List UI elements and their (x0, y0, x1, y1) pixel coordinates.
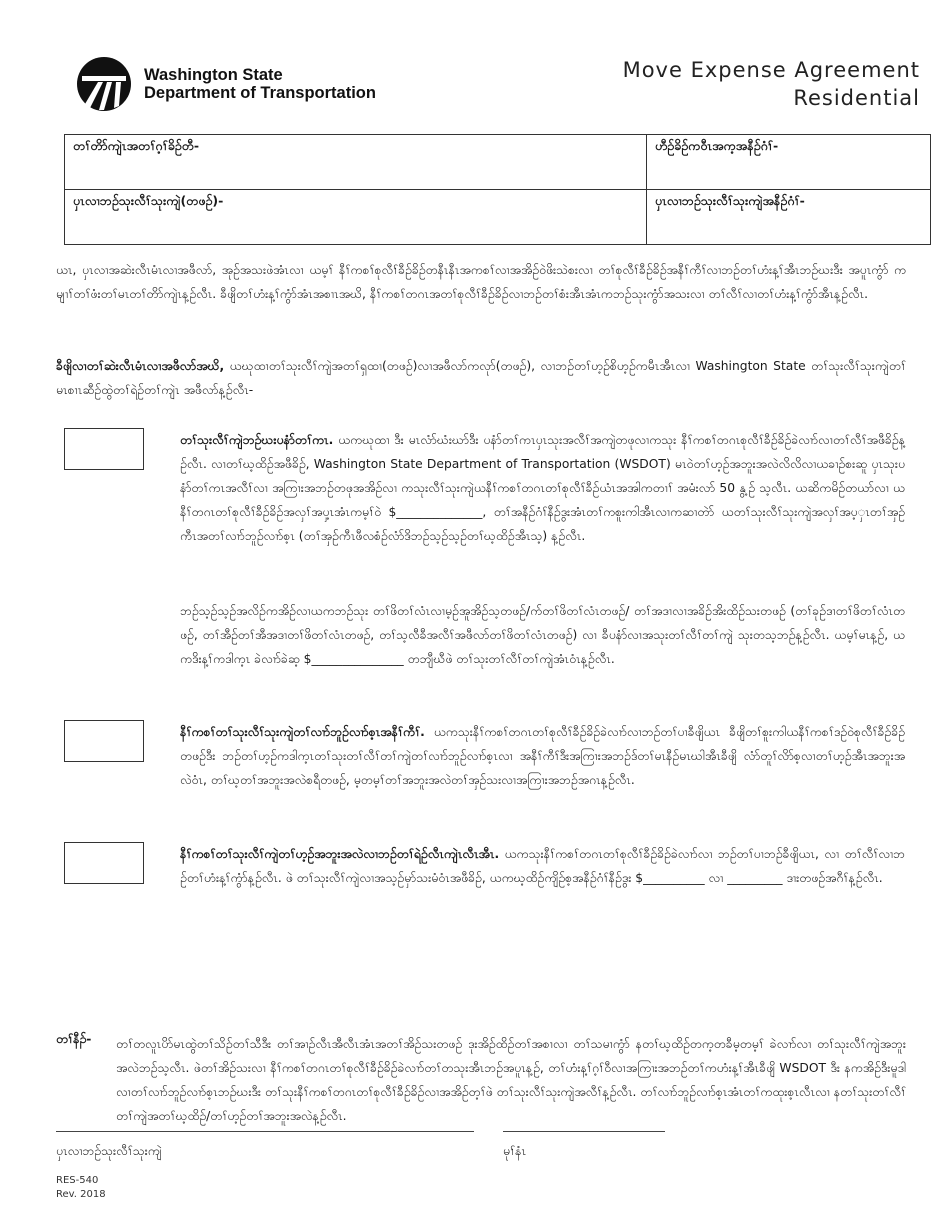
org-name-line1: Washington State (144, 66, 283, 84)
option3-text: ယကသုးနီၢ်ကစၢ်တဂၤတၢ်စုလီၢ်ခီဉ်ခိဉ်ခဲလၢာ်လၢ ဘဉ်တၢ်ပၢဘဉ်ခီဖျိယၤ, လၢ တၢ်လီၢ်လၢဘဉ်တၢ်ဟံးန့ၢ်ကွံာ်န့ဉ်လီၤ. ဖဲ တၢ်သုးလီၢ်ကျဲလၢအသ့ဉ်မှာ်သးမံဝံၤအဖီခိဉ်, ယကဃ့ထိဉ်ကျိဉ်စ့အနီဉ်ဂံၢ်နီဉ်ဒွး $__________ လၢ _________ ဒၢးတဖဉ်အဂီၢ်န့ဉ်လီၤ. (180, 847, 905, 885)
option1-checkbox[interactable] (64, 428, 144, 470)
option2-text: ယကသုးနီၢ်ကစၢ်တဂၤတၢ်စုလီၢ်ခီဉ်ခိဉ်ခဲလၢာ်လၢဘဉ်တၢ်ပၢခီဖျိယၤ ခီဖျိတၢ်စူးကါယနီၢ်ကစၢ်ဒဉ်ဝဲစုလီၢ်ခီဉ်ခိဉ်တဖဉ်ဒီး ဘဉ်တၢ်ဟ့ဉ်ကဒါက့ၤတၢ်သုးတၢ်လီၢ်တၢ်ကျဲတၢ်လၢာ်ဘူဉ်လၢာ်စ့ၤလၢ အနီၢ်ကီၢ်ဒီးအကြၢးအဘဉ်ဒ်တၢ်မၤနီဉ်မၤဃါအီၤခီဖျိ လံာ်တူၢ်လိာ်စ့လၢတၢ်ဟ့ဉ်အီၤအဘူးအလဲဝံၤ, တၢ်ဃ့တၢ်အဘူးအလဲစရီတဖဉ်, မ့တမ့ၢ်တၢ်အဘူးအလဲတၢ်အှဉ်သးလၢအကြၢးအဘဉ်အဂၤန့ဉ်လီၤ. (180, 725, 905, 787)
wsdot-logo (76, 56, 376, 112)
choose-text: ယဃုထၢတၢ်သုးလီၢ်ကျဲအတၢ်ရှထၢ(တဖဉ်)လၢအဖီလာ်ကလုာ်(တဖဉ်), လၢဘဉ်တၢ်ဟ့ဉ်စိဟ့ဉ်ကမီၤအီၤလၢ Washington State တၢ်သုးလီၢ်သုးကျဲတၢ်မၤစၢၤဆီဉ်ထွဲတၢ်ရဲဉ်တၢ်ကျဲၤ အဖီလာ်န့ဉ်လီၤ- (56, 359, 906, 397)
note-label: တၢ်နီၣ်- (56, 1032, 92, 1046)
option1-heading: တၢ်သုးလီၢ်ကျဲဘဉ်ဃးပနံာ်တၢ်ကၤ. (180, 433, 334, 447)
org-name (144, 66, 376, 102)
form-footer (56, 1174, 106, 1202)
form-revision: Rev. 2018 (56, 1189, 106, 1200)
form-title-line1: Move Expense Agreement (622, 58, 920, 82)
option3-paragraph (180, 842, 905, 890)
org-name-line2: Department of Transportation (144, 84, 376, 102)
info-table (64, 134, 931, 245)
note-paragraph: တၢ်တလူၤပိာ်မၤထွဲတၢ်သိဉ်တၢ်သီဒီး တၢ်အၢဉ်လီၤအီလီၤအံၤအတၢ်အိဉ်သးတဖဉ် ဒုးအိဉ်ထိဉ်တၢ်အစၢလၢ တၢ်သမၢကွံာ် နတၢ်ဃ့ထိဉ်တက့တခီမ့တမ့ၢ် ခဲလၢာ်လၢ တၢ်သုးလီၢ်ကျဲအဘူးအလဲဘဉ်သ့လီၤ. ဖဲတၢ်အိဉ်သးလၢ နီၢ်ကစၢ်တဂၤတၢ်စုလီၢ်ခီဉ်ခိဉ်ခဲလၢာ်တၢ်တသုးအီၤဘဉ်အပူၤန့ဉ်, တၢ်ဟံးန့ၢ်ဂ့ၢ်ဝီလၢအကြၢးအဘဉ်တၢ်ကဟံးန့ၢ်အီၤခီဖျိ WSDOT ဒီး နကအိဉ်ဒီးမူဒါလၢတၢ်လၢာ်ဘူဉ်လၢာ်စ့ၤဘဉ်ဃးဒီး တၢ်သုးနီၢ်ကစၢ်တဂၤတၢ်စုလီၢ်ခီဉ်ခိဉ်လၢအအိဉ်တ့ၢ်ဖဲ တၢ်သုးလီၢ်သုးကျဲအလီၢ်န့ဉ်လီၤ. တၢ်လၢာ်ဘူဉ်လၢာ်စ့ၤအံၤတၢ်ကထုးစ့ၤလီၤလၢ နတၢ်သုးတၢ်လီၢ်တၢ်ကျဲအတၢ်ဃ့ထိဉ်/တၢ်ဟ့ဉ်တၢ်အဘူးအလဲန့ဉ်လီၤ. (116, 1037, 906, 1123)
option2-heading: နီၢ်ကစၢ်တၢ်သုးလီၢ်သုးကျဲတၢ်လၢာ်ဘူဉ်လၢာ်စ့ၤအနီၢ်ကီၢ်. (180, 725, 425, 739)
form-id: RES-540 (56, 1175, 99, 1186)
option1-paragraph (180, 428, 905, 548)
project-title-field[interactable]: တၢ်တိာ်ကျဲၤအတၢ်ဂ့ၢ်ခိဉ်တီ- (65, 135, 647, 190)
option3-checkbox[interactable] (64, 842, 144, 884)
wsdot-logo-icon (76, 56, 132, 112)
option1-paragraph-2: ဘဉ်သ့ဉ်သ့ဉ်အလိဉ်ကအိဉ်လၢယကဘဉ်သုး တၢ်ဖိတၢ်လံၤလၢမ့ဉ်အူအိဉ်သ့တဖဉ်/က်တၢ်ဖိတၢ်လံၤတဖဉ်/ တၢ်အဒၢလၢအခိဉ်အိးထိဉ်သးတဖဉ် (တၢ်ခုဉ်ဒၢတၢ်ဖိတၢ်လံၤတဖဉ်, တၢ်အီဉ်တၢ်အီအဒၢတၢ်ဖိတၢ်လံၤတဖဉ်, တၢ်သ့လီခီအလီၢ်အဖီလာ်တၢ်ဖိတၢ်လံၤတဖဉ်) လၢ ခီပနံာ်လၢအသုးတၢ်လီၢ်တၢ်ကျဲ သုးတသ့ဘဉ်န့ဉ်လီၤ. ယမ့ၢ်မၤန့ဉ်, ယကဒိးန့ၢ်ကဒါက့ၤ ခဲလၢာ်ခဲဆ့ $_______________ တဘျီဃီဖဲ တၢ်သုးတၢ်လီၢ်တၢ်ကျဲအံၤဝံၤန့ဉ်လီၤ. (180, 604, 905, 666)
choose-heading: ခီဖျိလၢတၢ်ဆဲးလီၤမံၤလၢအဖီလာ်အဃိ, (56, 359, 225, 373)
date-label: မုၢ်နံၤ (503, 1144, 527, 1158)
form-title (623, 56, 920, 112)
signature-label: ပှၤလၢဘဉ်သုးလီၢ်သုးကျဲ (56, 1144, 162, 1158)
option1-text: ယကဃုထၢ ဒီး မၤလံာ်ဃံးဃာ်ဒီး ပနံာ်တၢ်ကၤပှၤသုးအလီၢ်အကျဲတဖုလၢကသုး နီၢ်ကစၢ်တဂၤစုလီၢ်ခီဉ်ခိဉ်ခဲလၢာ်လၢတၢ်လီၢ်အဖီခိဉ်န့ဉ်လီၤ. လၢတၢ်ဃ့ထိဉ်အဖီခိဉ်, Washington State Department of Transportation (WSDOT) မၤဝဲတၢ်ဟ့ဉ်အဘူးအလဲလိလိလၢယခၢဉ်စးဆူ ပှၤသုးပနံာ်တၢ်ကၤအလီၢ်လၢ အကြၢးအဘဉ်တဖုအအိဉ်လၢ ကသုးလီၢ်သုးကျဲယနီၢ်ကစၢ်တဂၤတၢ်စုလီၢ်ခီဉ်ယံၤအအါကတၢၢ် အမံးလာ် 50 နွ့ဉ် သ့လီၤ. ယဆိကမိဉ်တယာ်လၢ ယနီၢ်တဂၤတၢ်စုလီၢ်ခီဉ်ခိဉ်အလှၢ်အပှ့ၤအံၤကမ့ၢ်ဝဲ $______________, တၢ်အနီဉ်ဂံၢ်နီဉ်ဒွးအံၤတၢ်ကစူးကါအီၤလၢကဆၢတဲာ် ယတၢ်သုးလီၢ်သုးကျဲအလှၢ်အပ့ှၤတၢ်အှဉ်ကီၤအတၢ်လၢာ်ဘူဉ်လၢာ်စ့ၤ (တၢ်အှဉ်ကီၤဖီလစံဉ်လံာ်ဒိဘဉ်သ့ဉ်သ့ဉ်တၢ်ဃ့ထိဉ်အီၤသ့) န့ဉ်လီၤ. (180, 433, 905, 543)
choose-paragraph (56, 354, 906, 402)
option3-heading: နီၢ်ကစၢ်တၢ်သုးလီၢ်ကျဲတၢ်ဟ့ဉ်အဘူးအလဲလၢဘဉ်တၢ်ရဲဉ်လီၤကျဲၤလီၤအီၤ. (180, 847, 500, 861)
date-line[interactable] (503, 1131, 665, 1132)
option2-checkbox[interactable] (64, 720, 144, 762)
signature-line[interactable] (56, 1131, 474, 1132)
parcel-number-field[interactable]: ဟီဉ်ခိဉ်ကဝီၤအက့အနီဉ်ဂံၢ်- (647, 135, 931, 190)
form-title-line2: Residential (793, 86, 920, 110)
displacee-name-field[interactable]: ပှၤလၢဘဉ်သုးလီၢ်သုးကျဲ(တဖဉ်)- (65, 190, 647, 245)
displacee-number-field[interactable]: ပှၤလၢဘဉ်သုးလီၢ်သုးကျဲအနီဉ်ဂံၢ်- (647, 190, 931, 245)
option2-paragraph (180, 720, 905, 792)
intro-paragraph: ယၤ, ပှၤလၢအဆဲးလီၤမံၤလၢအဖီလာ်, အုဉ်အသးဖဲအံၤလၢ ယမ့ၢ် နီၢ်ကစၢ်စုလီၢ်ခီဉ်ခိဉ်တနီၤနီၤအကစၢ်လၢအအိဉ်ဝဲဖိးသဲစးလၢ တၢ်စုလီၢ်ခီဉ်ခိဉ်အနီၢ်ကီၢ်လၢဘဉ်တၢ်ဟံးန့ၢ်အီၤဘဉ်ဃးဒီး အပူၤကွံာ် ကမျၢၢ်တၢ်ဖံးတၢ်မၤတၢ်တိာ်ကျဲၤန့ဉ်လီၤ. ခီဖျိတၢ်ဟံးန့ၢ်ကွံာ်အံၤအစၢၤအဃိ, နီၢ်ကစၢ်တဂၤအတၢ်စုလီၢ်ခီဉ်ခိဉ်လၢဘဉ်တၢ်စံးအီၤအံၤကဘဉ်သုးကွံာ်အသးလၢ တၢ်လီၢ်လၢတၢ်ဟံးန့ၢ်ကွံာ်အီၤန့ဉ်လီၤ. (56, 263, 906, 301)
